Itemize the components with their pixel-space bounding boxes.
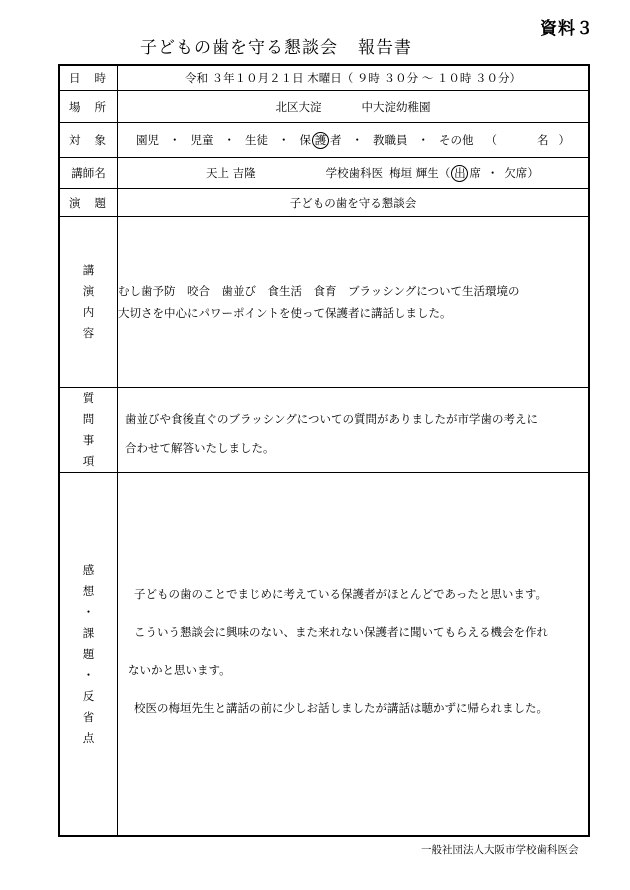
qa-line: 合わせて解答いたしました。: [125, 441, 275, 455]
date-value: 令和 ３年１０月２１日 木曜日（ ９時 ３０分 ～ １０時 ３０分）: [118, 65, 590, 91]
target-row: [59, 123, 589, 158]
impression-paragraph: 校医の梅垣先生と講話の前に少しお話しましたが講話は聴かずに帰られました。: [134, 700, 548, 715]
title-sub: 報告書: [358, 38, 412, 58]
impression-paragraph: こういう懇談会に興味のない、また来れない保護者に聞いてもらえる機会を作れ: [134, 624, 548, 639]
guardian-circle-mark: 護: [312, 132, 329, 149]
theme-label: 演 題: [59, 189, 118, 217]
place-venue: 中大淀幼稚園: [361, 99, 431, 114]
lecturer-name: 天上 吉隆: [206, 165, 256, 180]
place-value: [118, 91, 590, 123]
qa-row: [59, 388, 589, 473]
impressions-row: [59, 473, 589, 837]
impression-paragraph: 子どもの歯のことでまじめに考えている保護者がほとんどであったと思います。: [134, 586, 547, 601]
target-guardians: 保 護 者: [299, 132, 342, 147]
date-row: [59, 65, 589, 91]
dentist-title: 学校歯科医: [325, 165, 384, 180]
place-row: [59, 91, 589, 123]
dentist-name: 梅垣 輝生: [389, 165, 439, 180]
page-title: [140, 33, 412, 58]
title-main: 子どもの歯を守る懇談会: [140, 38, 338, 58]
place-ward: 北区大淀: [275, 99, 322, 114]
qa-text: [118, 388, 590, 473]
lecturer-values: 天上 吉隆 学校歯科医 梅垣 輝生（ 出 席 ・ 欠席）: [118, 158, 590, 189]
theme-value: 子どもの歯を守る懇談会: [118, 189, 590, 217]
impression-paragraph: ないかと思います。: [128, 662, 231, 677]
absent-option: 欠席: [504, 165, 528, 180]
report-form: [58, 64, 590, 837]
qa-label: 質 問 事 項: [59, 388, 118, 473]
content-label: 講 演 内 容: [59, 217, 118, 388]
qa-line: 歯並びや食後直ぐのブラッシングについての質問がありましたが市学歯の考えに: [125, 412, 539, 426]
target-label: 対 象: [59, 123, 118, 158]
footer-organization: 一般社団法人大阪市学校歯科医会: [421, 844, 579, 856]
lecturer-row: [59, 158, 589, 189]
target-children: 児童: [190, 132, 214, 147]
content-text: [118, 217, 590, 388]
target-other: その他: [439, 132, 474, 147]
target-students: 生徒: [245, 132, 268, 147]
place-label: 場 所: [59, 91, 118, 123]
target-options: 園児 ・ 児童 ・ 生徒 ・ 保 護 者 ・ 教職員 ・ その他 （ 名 ）: [118, 123, 590, 158]
document-label: 資料３: [540, 19, 594, 39]
content-row: [59, 217, 589, 388]
target-staff: 教職員: [373, 132, 408, 147]
attend-circle-mark: 出: [451, 165, 468, 182]
impressions-text: [118, 473, 590, 837]
target-count-unit: 名: [537, 132, 549, 147]
content-line: 大切さを中心にパワーポイントを使って保護者に講話しました。: [118, 306, 452, 320]
content-line: むし歯予防 咬合 歯並び 食生活 食育 ブラッシングについて生活環境の: [118, 284, 520, 298]
target-kindergarten: 園児: [136, 132, 159, 147]
theme-row: [59, 189, 589, 217]
impressions-label: 感 想 ・ 課 題 ・ 反 省 点: [59, 473, 118, 837]
lecturer-label: 講師名: [59, 158, 118, 189]
date-label: 日 時: [59, 65, 118, 91]
